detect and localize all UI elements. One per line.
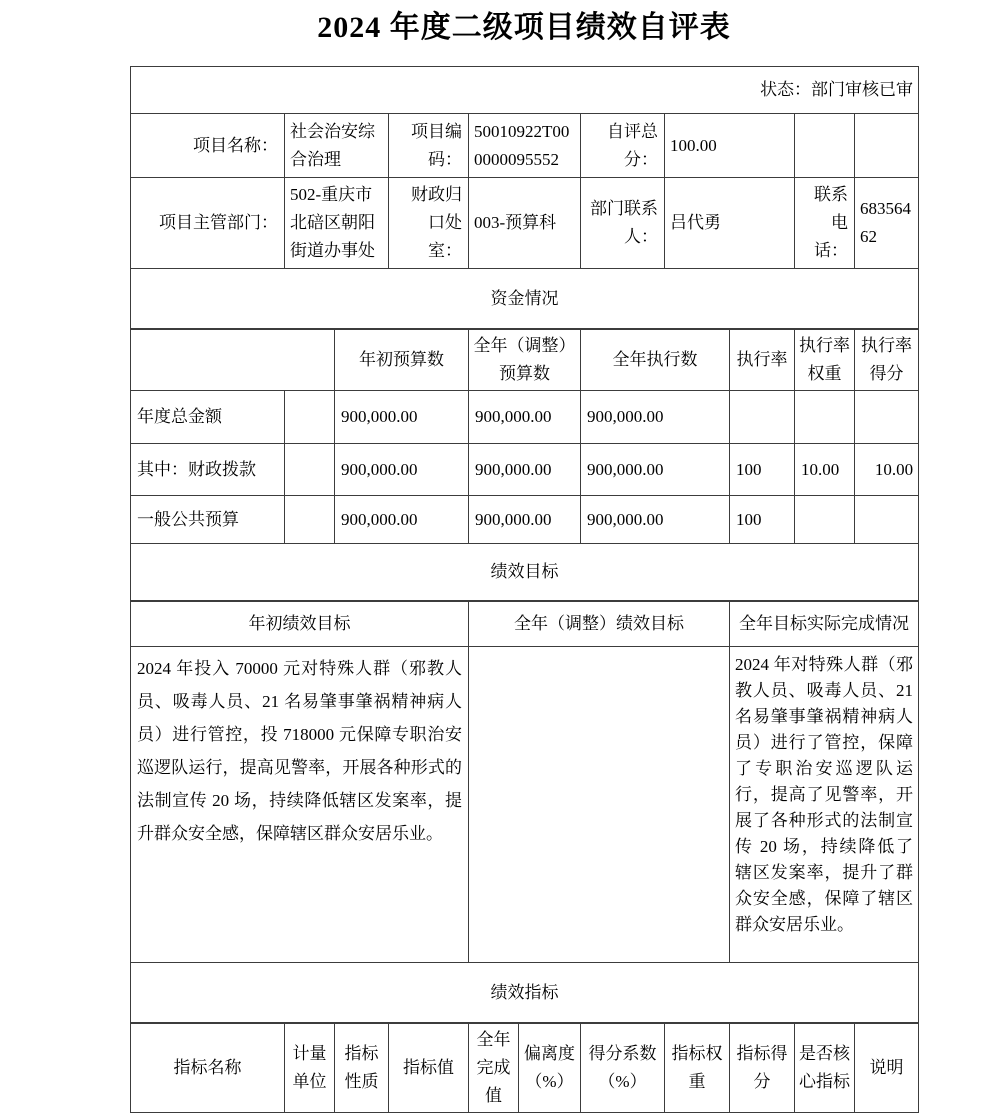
funding-row-public-budget bbox=[131, 496, 919, 544]
funding-executed: 900,000.00 bbox=[581, 496, 730, 544]
goals-section-row bbox=[131, 544, 919, 602]
goal-actual-text: 2024 年对特殊人群（邪教人员、吸毒人员、21 名易肇事肇祸精神病人员）进行了管控，保障了专职治安巡逻队运行，提高了见警率，开展了各种形式的法制宣传 20 场，持续降低了辖区发案率，提升了群众安全感，保障了辖区群众安居乐业。 bbox=[730, 647, 919, 963]
goals-content-row bbox=[131, 647, 919, 963]
indicator-col-note: 说明 bbox=[855, 1023, 919, 1113]
funding-row-label: 一般公共预算 bbox=[131, 496, 285, 544]
indicator-col-core: 是否核心指标 bbox=[795, 1023, 855, 1113]
funding-initial: 900,000.00 bbox=[335, 496, 469, 544]
indicator-col-nature: 指标性质 bbox=[335, 1023, 389, 1113]
finance-office-value: 003-预算科 bbox=[469, 178, 581, 269]
empty-cell bbox=[795, 114, 855, 178]
funding-col-rate-weight: 执行率权重 bbox=[795, 329, 855, 391]
indicator-col-value: 指标值 bbox=[389, 1023, 469, 1113]
department-info-row bbox=[131, 178, 919, 269]
empty-cell bbox=[285, 496, 335, 544]
self-score-label: 自评总分： bbox=[581, 114, 665, 178]
funding-weight bbox=[795, 496, 855, 544]
status-text: 状态：部门审核已审 bbox=[131, 67, 919, 114]
empty-cell bbox=[131, 329, 335, 391]
phone-value: 68356462 bbox=[855, 178, 919, 269]
page-title: 2024 年度二级项目绩效自评表 bbox=[317, 11, 731, 44]
funding-score bbox=[855, 391, 919, 444]
funding-header-row bbox=[131, 329, 919, 391]
funding-col-initial: 年初预算数 bbox=[335, 329, 469, 391]
indicator-col-deviation: 偏离度（%） bbox=[519, 1023, 581, 1113]
goals-col-initial: 年初绩效目标 bbox=[131, 601, 469, 647]
funding-row-label: 其中：财政拨款 bbox=[131, 444, 285, 496]
funding-adjusted: 900,000.00 bbox=[469, 444, 581, 496]
finance-office-label: 财政归口处室： bbox=[389, 178, 469, 269]
project-code-value: 50010922T000000095552 bbox=[469, 114, 581, 178]
indicator-col-unit: 计量单位 bbox=[285, 1023, 335, 1113]
funding-adjusted: 900,000.00 bbox=[469, 391, 581, 444]
contact-label: 部门联系人： bbox=[581, 178, 665, 269]
indicator-col-name: 指标名称 bbox=[131, 1023, 285, 1113]
dept-value: 502-重庆市北碚区朝阳街道办事处 bbox=[285, 178, 389, 269]
funding-rate: 100 bbox=[730, 444, 795, 496]
funding-col-executed: 全年执行数 bbox=[581, 329, 730, 391]
goal-adjusted-text bbox=[469, 647, 730, 963]
funding-row-label: 年度总金额 bbox=[131, 391, 285, 444]
goals-header-row bbox=[131, 601, 919, 647]
funding-score bbox=[855, 496, 919, 544]
indicators-section-title: 绩效指标 bbox=[131, 963, 919, 1024]
funding-executed: 900,000.00 bbox=[581, 444, 730, 496]
funding-col-adjusted: 全年（调整）预算数 bbox=[469, 329, 581, 391]
status-row bbox=[131, 67, 919, 114]
project-info-row bbox=[131, 114, 919, 178]
evaluation-table bbox=[130, 66, 919, 1113]
funding-section-title: 资金情况 bbox=[131, 269, 919, 330]
project-name-label: 项目名称： bbox=[131, 114, 285, 178]
empty-cell bbox=[285, 391, 335, 444]
funding-initial: 900,000.00 bbox=[335, 391, 469, 444]
funding-initial: 900,000.00 bbox=[335, 444, 469, 496]
empty-cell bbox=[855, 114, 919, 178]
funding-row-total bbox=[131, 391, 919, 444]
goals-col-actual: 全年目标实际完成情况 bbox=[730, 601, 919, 647]
indicator-col-score-coef: 得分系数（%） bbox=[581, 1023, 665, 1113]
funding-weight bbox=[795, 391, 855, 444]
funding-weight: 10.00 bbox=[795, 444, 855, 496]
project-code-label: 项目编码： bbox=[389, 114, 469, 178]
indicators-section-row bbox=[131, 963, 919, 1024]
goals-section-title: 绩效目标 bbox=[131, 544, 919, 602]
funding-section-row bbox=[131, 269, 919, 330]
indicator-col-completed: 全年完成值 bbox=[469, 1023, 519, 1113]
goals-col-adjusted: 全年（调整）绩效目标 bbox=[469, 601, 730, 647]
self-score-value: 100.00 bbox=[665, 114, 795, 178]
funding-col-rate: 执行率 bbox=[730, 329, 795, 391]
indicators-header-row bbox=[131, 1023, 919, 1113]
funding-score: 10.00 bbox=[855, 444, 919, 496]
report-page bbox=[0, 8, 1000, 1105]
empty-cell bbox=[285, 444, 335, 496]
funding-adjusted: 900,000.00 bbox=[469, 496, 581, 544]
funding-row-fiscal bbox=[131, 444, 919, 496]
dept-label: 项目主管部门： bbox=[131, 178, 285, 269]
phone-label: 联系电话： bbox=[795, 178, 855, 269]
funding-rate bbox=[730, 391, 795, 444]
contact-value: 吕代勇 bbox=[665, 178, 795, 269]
funding-executed: 900,000.00 bbox=[581, 391, 730, 444]
goal-initial-text: 2024 年投入 70000 元对特殊人群（邪教人员、吸毒人员、21 名易肇事肇祸精神病人员）进行管控，投 718000 元保障专职治安巡逻队运行，提高见警率，开展各种形式的法制宣传 20 场，持续降低辖区发案率，提升群众安全感，保障辖区群众安居乐业。 bbox=[131, 647, 469, 963]
funding-col-rate-score: 执行率得分 bbox=[855, 329, 919, 391]
indicator-col-weight: 指标权重 bbox=[665, 1023, 730, 1113]
funding-rate: 100 bbox=[730, 496, 795, 544]
project-name-value: 社会治安综合治理 bbox=[285, 114, 389, 178]
indicator-col-score: 指标得分 bbox=[730, 1023, 795, 1113]
